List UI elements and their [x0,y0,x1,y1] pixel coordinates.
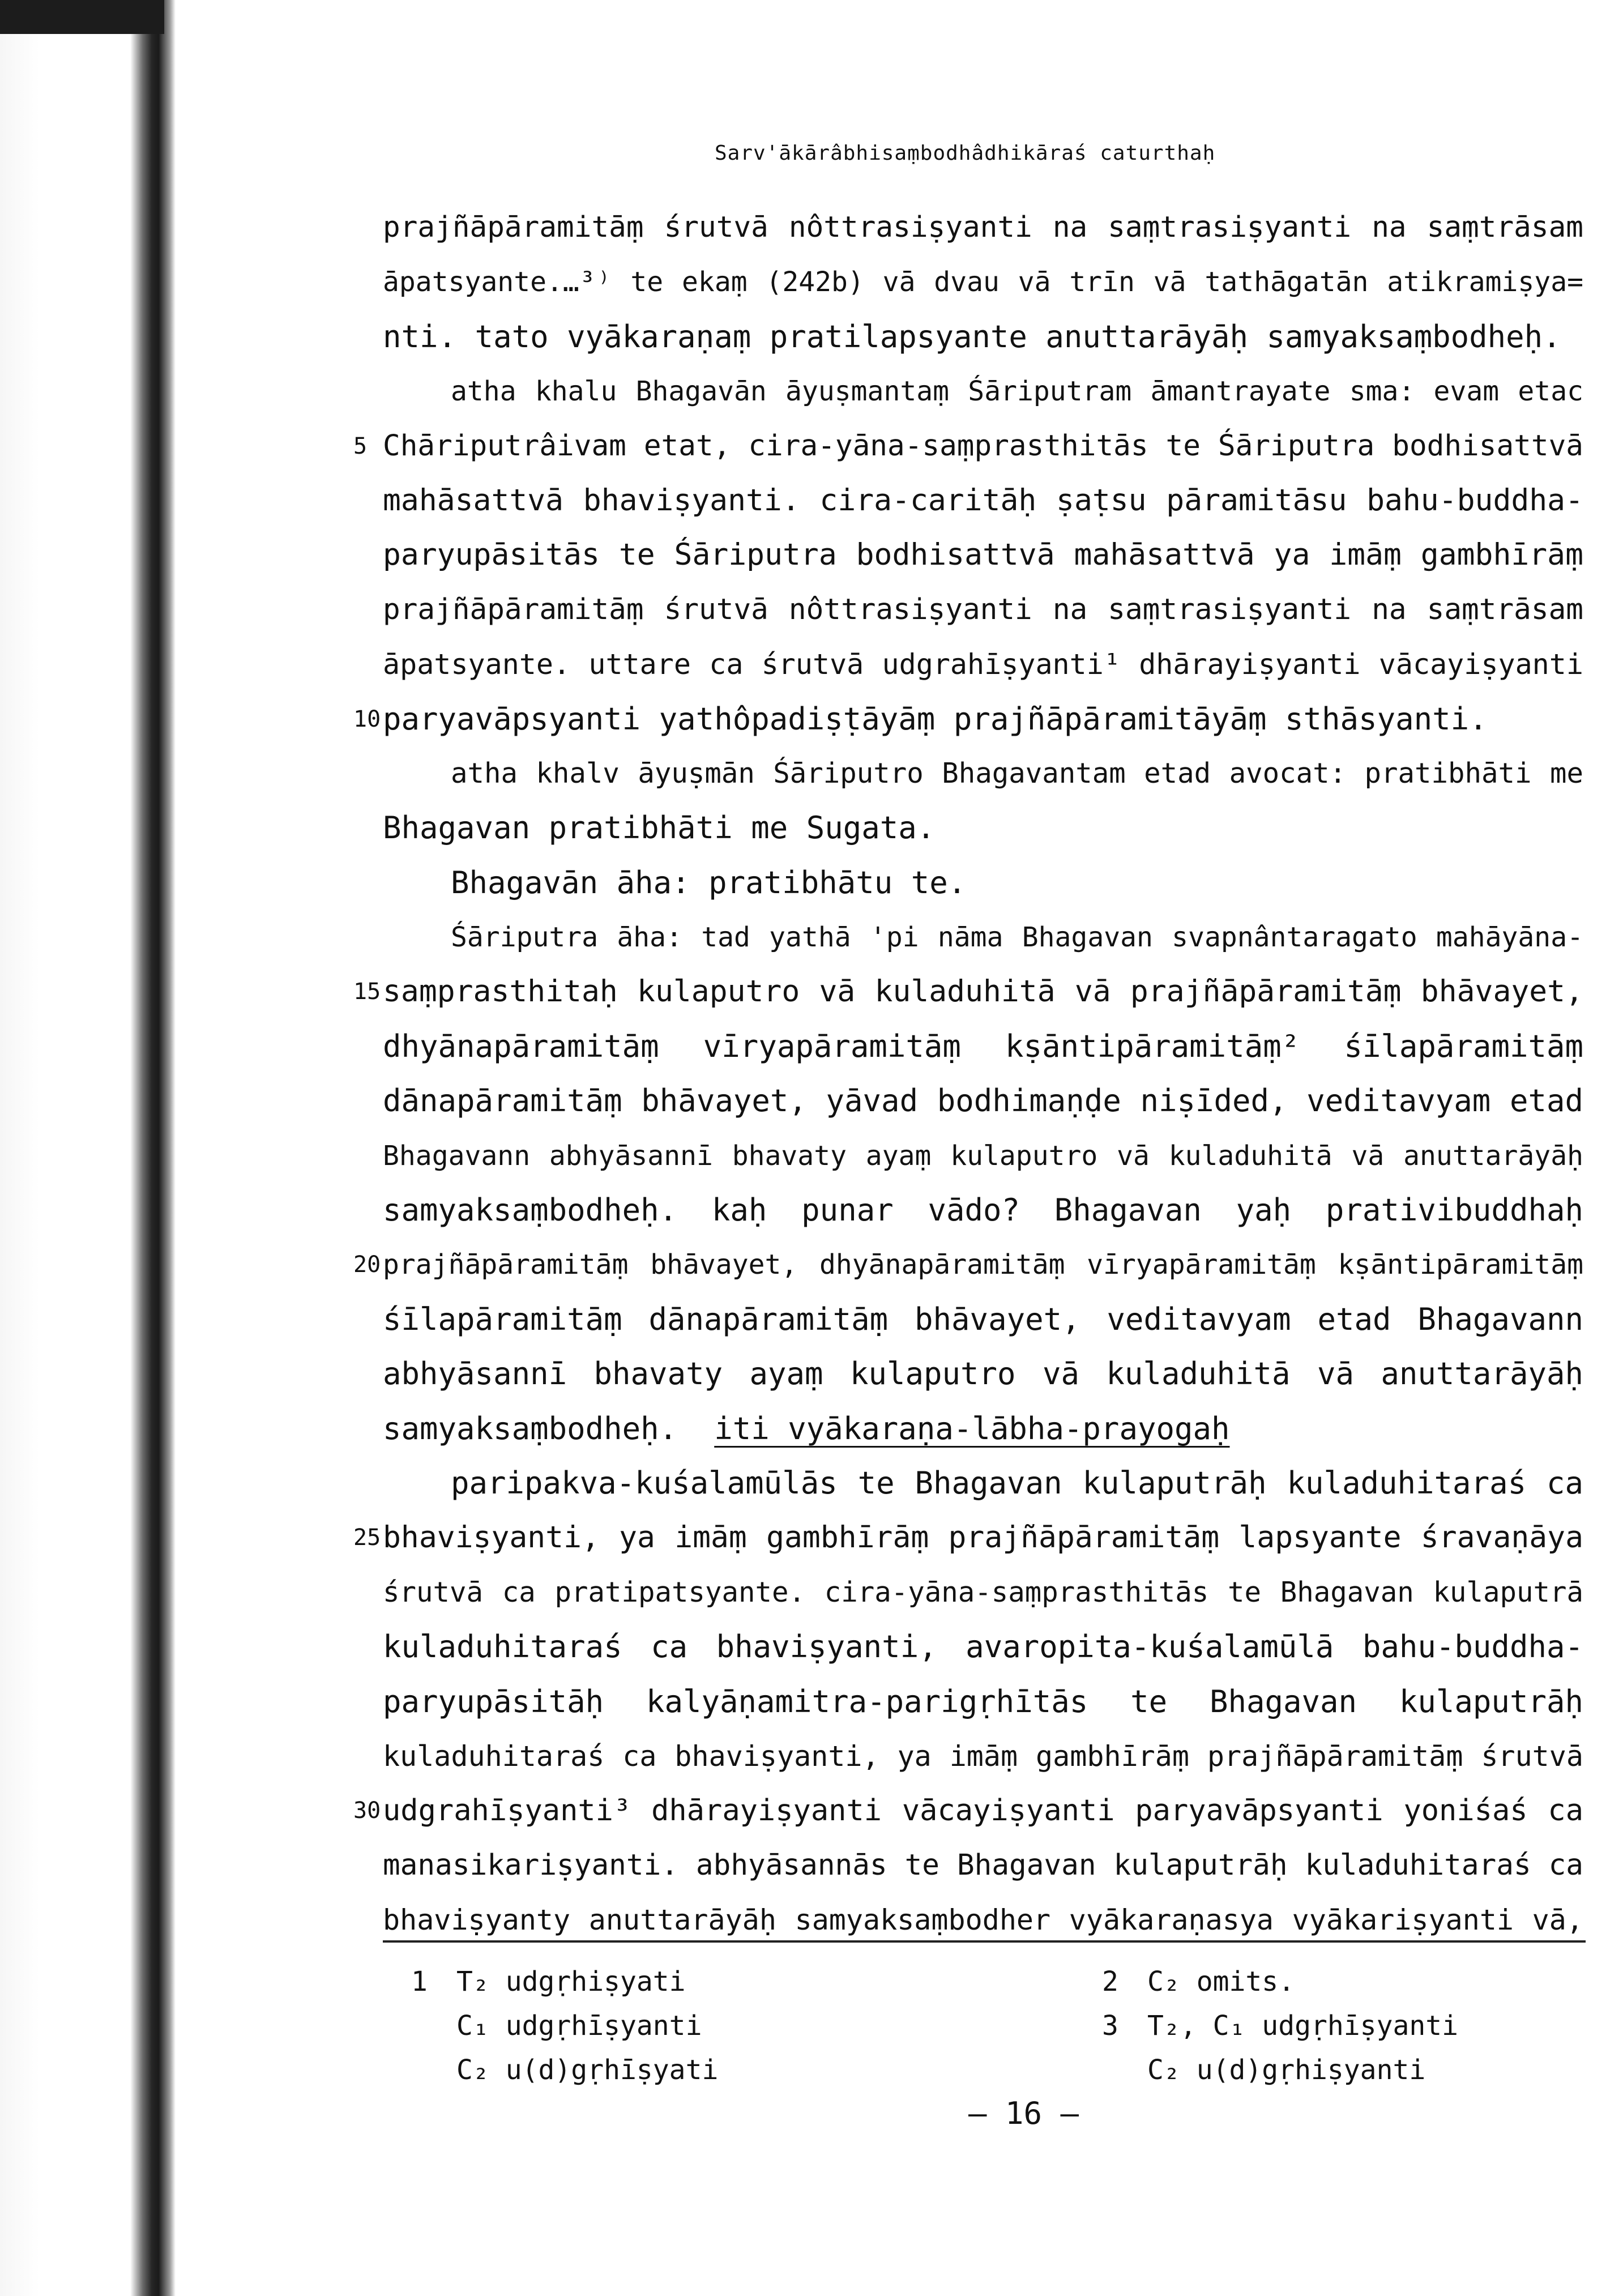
text-line: 5 Chāriputrâivam etat, cira-yāna-saṃprasthitās te Śāriputra bodhisattvā [383,419,1583,473]
line-number: 20 [353,1252,381,1278]
text-line: 25 bhaviṣyanti, ya imāṃ gambhīrāṃ prajñāpāramitāṃ lapsyante śravaṇāya [383,1510,1583,1565]
text-line: manasikariṣyanti. abhyāsannās te Bhagavan kulaputrāḥ kuladuhitaraś ca [383,1848,1583,1882]
footnotes-right [1102,1960,1458,2092]
line-number: 5 [353,433,368,459]
text-line: 10 paryavāpsyanti yathôpadiṣṭāyāṃ prajñāpāramitāyāṃ sthāsyanti. [383,692,1583,746]
text-line: kuladuhitaraś ca bhaviṣyanti, avaropita-kuśalamūlā bahu-buddha- [383,1629,1583,1665]
text-line: Bhagavān āha: pratibhātu te. [451,864,967,901]
footnote: 3 T₂, C₁ udgṛhīṣyanti [1102,2010,1459,2042]
footnote: C₂ u(d)gṛhiṣyanti [1147,2054,1426,2086]
main-text [353,200,1583,1948]
line-number: 10 [353,706,381,732]
text-line: Śāriputra āha: tad yathā 'pi nāma Bhagavan svapnântaragato mahāyāna- [451,921,1583,954]
text-line: kuladuhitaraś ca bhaviṣyanti, ya imāṃ gambhīrāṃ prajñāpāramitāṃ śrutvā [383,1739,1583,1773]
text-line: 20 prajñāpāramitāṃ bhāvayet, dhyānapāramitāṃ vīryapāramitāṃ kṣāntipāramitāṃ [383,1237,1583,1292]
footnote: C₁ udgṛhīṣyanti [456,2010,702,2042]
section-colophon: iti vyākaraṇa-lābha-prayogaḥ [714,1410,1230,1446]
line-number: 25 [353,1525,381,1551]
page-number: — 16 — [968,2096,1079,2131]
line-number: 30 [353,1798,381,1824]
footnotes-left [411,1960,718,2092]
text-line: samyaksaṃbodheḥ. iti vyākaraṇa-lābha-prayogaḥ [383,1410,1230,1446]
scan-edge [0,0,164,34]
footnote: 2 C₂ omits. [1102,1966,1295,1998]
text-line: prajñāpāramitāṃ śrutvā nôttrasiṣyanti na saṃtrasiṣyanti na saṃtrāsam [383,592,1583,626]
text-line: mahāsattvā bhaviṣyanti. cira-caritāḥ ṣaṭsu pāramitāsu bahu-buddha- [383,483,1583,518]
text-line: samyaksaṃbodheḥ. kaḥ punar vādo? Bhagavan yaḥ prativibuddhaḥ [383,1192,1583,1228]
text-line: paryupāsitās te Śāriputra bodhisattvā mahāsattvā ya imāṃ gambhīrāṃ [383,537,1583,573]
text-line: śīlapāramitāṃ dānapāramitāṃ bhāvayet, veditavyam etad Bhagavann [383,1301,1583,1337]
book-binding-shadow [0,0,176,2296]
line-number: 15 [353,979,381,1005]
text-line: paryupāsitāḥ kalyāṇamitra-parigṛhītās te Bhagavan kulaputrāḥ [383,1683,1583,1719]
text-line: 15 saṃprasthitaḥ kulaputro vā kuladuhitā vā prajñāpāramitāṃ bhāvayet, [383,965,1583,1019]
text-line: paripakva-kuśalamūlās te Bhagavan kulaputrāḥ kuladuhitaraś ca [451,1465,1583,1501]
text-line: bhaviṣyanty anuttarāyāḥ samyaksaṃbodher vyākaraṇasya vyākariṣyanti vā, [383,1904,1583,1937]
text-line: śrutvā ca pratipatsyante. cira-yāna-saṃprasthitās te Bhagavan kulaputrā [383,1576,1583,1608]
text-line: nti. tato vyākaraṇaṃ pratilapsyante anuttarāyāḥ samyaksaṃbodheḥ. [383,318,1561,355]
text-line: Bhagavan pratibhāti me Sugata. [383,810,936,846]
text-line: dānapāramitāṃ bhāvayet, yāvad bodhimaṇḍe niṣīded, veditavyam etad [383,1083,1583,1119]
text-line: atha khalv āyuṣmān Śāriputro Bhagavantam etad avocat: pratibhāti me [451,757,1583,789]
text-line: Bhagavann abhyāsannī bhavaty ayaṃ kulaputro vā kuladuhitā vā anuttarāyāḥ [383,1140,1583,1172]
text-line: āpatsyante. uttare ca śrutvā udgrahīṣyanti¹ dhārayiṣyanti vācayiṣyanti [383,648,1583,681]
text-line: atha khalu Bhagavān āyuṣmantaṃ Śāriputram āmantrayate sma: evam etac [451,375,1583,408]
text-line: āpatsyante.…³⁾ te ekaṃ (242b) vā dvau vā trīn vā tathāgatān atikramiṣya= [383,266,1583,298]
footnote: 1 T₂ udgṛhiṣyati [411,1966,686,1998]
text-line: 30 udgrahīṣyanti³ dhārayiṣyanti vācayiṣyanti paryavāpsyanti yoniśaś ca [383,1783,1583,1838]
text-line: abhyāsannī bhavaty ayaṃ kulaputro vā kuladuhitā vā anuttarāyāḥ [383,1356,1583,1392]
text-line: prajñāpāramitāṃ śrutvā nôttrasiṣyanti na saṃtrasiṣyanti na saṃtrāsam [383,211,1583,244]
text-line: dhyānapāramitāṃ vīryapāramitāṃ kṣāntipāramitāṃ² śīlapāramitāṃ [383,1028,1583,1064]
running-head: Sarv'ākārâbhisaṃbodhâdhikāraś caturthaḥ [715,142,1216,165]
footnote: C₂ u(d)gṛhīṣyati [456,2054,719,2086]
footnote-rule [383,1940,1586,1943]
